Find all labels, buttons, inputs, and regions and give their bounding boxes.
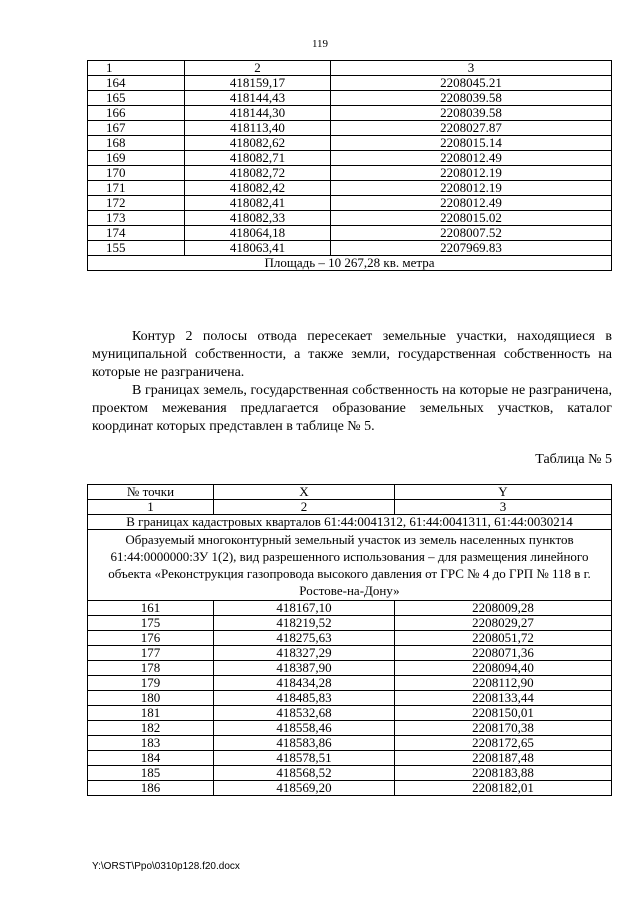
x-coordinate: 418558,46 <box>214 721 395 736</box>
y-coordinate: 2208172,65 <box>395 736 612 751</box>
table-row <box>88 631 612 646</box>
x-coordinate: 418082,62 <box>185 136 331 151</box>
point-number: 182 <box>88 721 214 736</box>
table-row <box>88 121 612 136</box>
x-coordinate: 418113,40 <box>185 121 331 136</box>
y-coordinate: 2208015.14 <box>331 136 612 151</box>
point-number: 171 <box>88 181 185 196</box>
paragraph-text: Контур 2 полосы отвода пересекает земельные участки, находящиеся в муниципальной собственности, а также земли, государственная собственность на которые не разграничена. <box>92 329 612 380</box>
y-coordinate: 2208012.49 <box>331 151 612 166</box>
y-coordinate: 2207969.83 <box>331 241 612 256</box>
x-coordinate: 418144,43 <box>185 91 331 106</box>
header-x: X <box>214 485 395 500</box>
header-point-number: № точки <box>88 485 214 500</box>
x-coordinate: 418159,17 <box>185 76 331 91</box>
description-row <box>88 530 612 601</box>
paragraph-contour-2 <box>92 328 612 382</box>
x-coordinate: 418485,83 <box>214 691 395 706</box>
table-row <box>88 76 612 91</box>
y-coordinate: 2208112,90 <box>395 676 612 691</box>
table-header-row <box>88 61 612 76</box>
y-coordinate: 2208009,28 <box>395 601 612 616</box>
point-number: 180 <box>88 691 214 706</box>
x-coordinate: 418082,41 <box>185 196 331 211</box>
y-coordinate: 2208039.58 <box>331 106 612 121</box>
point-number: 177 <box>88 646 214 661</box>
table-row <box>88 181 612 196</box>
y-coordinate: 2208007.52 <box>331 226 612 241</box>
paragraph-land-parcels <box>92 382 612 436</box>
point-number: 176 <box>88 631 214 646</box>
point-number: 155 <box>88 241 185 256</box>
point-number: 179 <box>88 676 214 691</box>
header-y: Y <box>395 485 612 500</box>
point-number: 170 <box>88 166 185 181</box>
x-coordinate: 418327,29 <box>214 646 395 661</box>
y-coordinate: 2208012.19 <box>331 181 612 196</box>
table-row <box>88 211 612 226</box>
point-number: 184 <box>88 751 214 766</box>
point-number: 181 <box>88 706 214 721</box>
x-coordinate: 418144,30 <box>185 106 331 121</box>
table-row <box>88 691 612 706</box>
table-row <box>88 241 612 256</box>
table-row <box>88 646 612 661</box>
page-number: 119 <box>311 38 329 50</box>
x-coordinate: 418583,86 <box>214 736 395 751</box>
paragraph-text: В границах земель, государственная собственность на которые не разграничена, проектом межевания предлагается образование земельных участков, каталог координат которых представлен в таблице № 5. <box>92 383 612 434</box>
column-number: 1 <box>88 61 185 76</box>
table-row <box>88 781 612 796</box>
y-coordinate: 2208012.49 <box>331 196 612 211</box>
table-row <box>88 661 612 676</box>
point-number: 161 <box>88 601 214 616</box>
column-number: 2 <box>214 500 395 515</box>
point-number: 168 <box>88 136 185 151</box>
table-row <box>88 616 612 631</box>
table-row <box>88 766 612 781</box>
x-coordinate: 418082,42 <box>185 181 331 196</box>
x-coordinate: 418219,52 <box>214 616 395 631</box>
point-number: 178 <box>88 661 214 676</box>
x-coordinate: 418532,68 <box>214 706 395 721</box>
column-number: 2 <box>185 61 331 76</box>
y-coordinate: 2208133,44 <box>395 691 612 706</box>
table-row <box>88 676 612 691</box>
point-number: 167 <box>88 121 185 136</box>
file-path-footer: Y:\ORST\Ppo\0310p128.f20.docx <box>92 861 240 872</box>
quarters-row <box>88 515 612 530</box>
y-coordinate: 2208183,88 <box>395 766 612 781</box>
x-coordinate: 418082,72 <box>185 166 331 181</box>
parcel-description: Образуемый многоконтурный земельный участок из земель населенных пунктов 61:44:0000000:ЗУ 1(2), вид разрешенного использования – для размещения линейного объекта «Реконструкция газопровода высокого давления от ГРС № 4 до ГРП № 118 в г. Ростове-на-Дону» <box>88 530 612 601</box>
y-coordinate: 2208182,01 <box>395 781 612 796</box>
table-row <box>88 91 612 106</box>
area-total: Площадь – 10 267,28 кв. метра <box>88 256 612 271</box>
x-coordinate: 418063,41 <box>185 241 331 256</box>
table-row <box>88 601 612 616</box>
table-header-row <box>88 485 612 500</box>
point-number: 169 <box>88 151 185 166</box>
x-coordinate: 418167,10 <box>214 601 395 616</box>
y-coordinate: 2208187,48 <box>395 751 612 766</box>
table-row <box>88 721 612 736</box>
y-coordinate: 2208051,72 <box>395 631 612 646</box>
point-number: 174 <box>88 226 185 241</box>
coordinates-table-5 <box>87 484 612 796</box>
x-coordinate: 418578,51 <box>214 751 395 766</box>
table-number-row <box>88 500 612 515</box>
cadastral-quarters: В границах кадастровых кварталов 61:44:0041312, 61:44:0041311, 61:44:0030214 <box>88 515 612 530</box>
x-coordinate: 418434,28 <box>214 676 395 691</box>
point-number: 185 <box>88 766 214 781</box>
point-number: 165 <box>88 91 185 106</box>
coordinates-table-continued <box>87 60 612 271</box>
y-coordinate: 2208015.02 <box>331 211 612 226</box>
y-coordinate: 2208071,36 <box>395 646 612 661</box>
x-coordinate: 418387,90 <box>214 661 395 676</box>
x-coordinate: 418082,33 <box>185 211 331 226</box>
table-row <box>88 136 612 151</box>
y-coordinate: 2208027.87 <box>331 121 612 136</box>
table-row <box>88 196 612 211</box>
table-row <box>88 151 612 166</box>
column-number: 3 <box>331 61 612 76</box>
column-number: 1 <box>88 500 214 515</box>
table-row <box>88 706 612 721</box>
point-number: 173 <box>88 211 185 226</box>
point-number: 175 <box>88 616 214 631</box>
y-coordinate: 2208045.21 <box>331 76 612 91</box>
x-coordinate: 418275,63 <box>214 631 395 646</box>
point-number: 172 <box>88 196 185 211</box>
y-coordinate: 2208170,38 <box>395 721 612 736</box>
y-coordinate: 2208029,27 <box>395 616 612 631</box>
x-coordinate: 418568,52 <box>214 766 395 781</box>
x-coordinate: 418064,18 <box>185 226 331 241</box>
area-row <box>88 256 612 271</box>
point-number: 166 <box>88 106 185 121</box>
y-coordinate: 2208094,40 <box>395 661 612 676</box>
point-number: 186 <box>88 781 214 796</box>
table-row <box>88 751 612 766</box>
table-row <box>88 166 612 181</box>
y-coordinate: 2208012.19 <box>331 166 612 181</box>
x-coordinate: 418569,20 <box>214 781 395 796</box>
table-row <box>88 226 612 241</box>
column-number: 3 <box>395 500 612 515</box>
table-row <box>88 106 612 121</box>
x-coordinate: 418082,71 <box>185 151 331 166</box>
table-caption: Таблица № 5 <box>535 452 612 467</box>
point-number: 164 <box>88 76 185 91</box>
point-number: 183 <box>88 736 214 751</box>
y-coordinate: 2208039.58 <box>331 91 612 106</box>
table-row <box>88 736 612 751</box>
y-coordinate: 2208150,01 <box>395 706 612 721</box>
